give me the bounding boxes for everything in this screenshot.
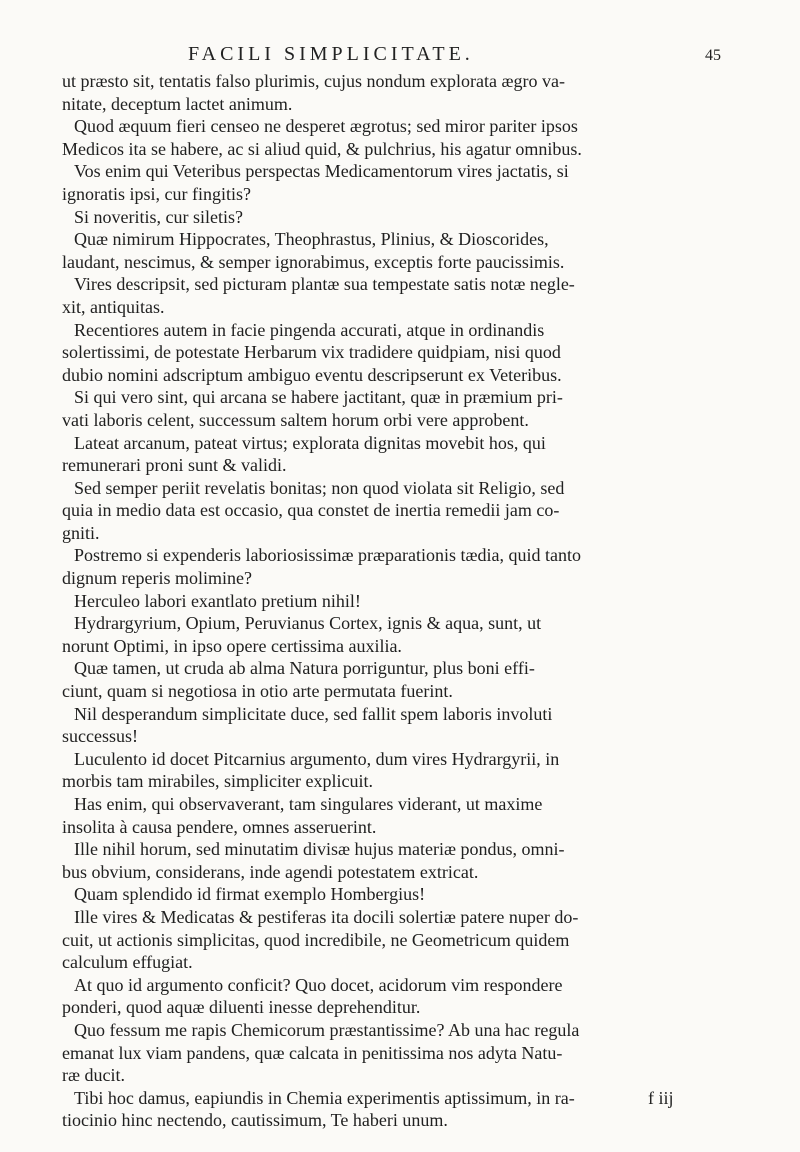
text-line: Nil desperandum simplicitate duce, sed fallit spem laboris involuti	[74, 703, 553, 724]
printer-signature-mark: f iij	[648, 1088, 674, 1108]
body-text	[62, 70, 722, 1132]
text-line: solertissimi, de potestate Herbarum vix tradidere quidpiam, nisi quod	[62, 342, 561, 363]
text-line: successus!	[62, 726, 138, 747]
text-line: norunt Optimi, in ipso opere certissima auxilia.	[62, 635, 402, 656]
text-line: xit, antiquitas.	[62, 296, 165, 317]
text-line: Quam splendido id firmat exemplo Hombergius!	[74, 884, 426, 905]
text-line: insolita à causa pendere, omnes asseruerint.	[62, 816, 377, 837]
text-line: Vos enim qui Veteribus perspectas Medicamentorum vires jactatis, si	[74, 161, 569, 182]
text-line: Tibi hoc damus, eapiundis in Chemia experimentis aptissimum, in ra-	[74, 1087, 575, 1108]
text-line: Sed semper periit revelatis bonitas; non quod violata sit Religio, sed	[74, 477, 565, 498]
text-line: Postremo si expenderis laboriosissimæ præparationis tædia, quid tanto	[74, 545, 581, 566]
text-line: laudant, nescimus, & semper ignorabimus, exceptis forte paucissimis.	[62, 251, 565, 272]
text-line: At quo id argumento conficit? Quo docet, acidorum vim respondere	[74, 974, 563, 995]
text-line: Lateat arcanum, pateat virtus; explorata dignitas movebit hos, qui	[74, 432, 546, 453]
text-line: quia in medio data est occasio, qua constet de inertia remedii jam co-	[62, 500, 560, 521]
text-line: Quæ tamen, ut cruda ab alma Natura porriguntur, plus boni effi-	[74, 658, 535, 679]
text-line: morbis tam mirabiles, simpliciter explicuit.	[62, 771, 373, 792]
text-line: Vires descripsit, sed picturam plantæ sua tempestate satis notæ negle-	[74, 274, 575, 295]
text-line: ræ ducit.	[62, 1065, 125, 1086]
text-line: ponderi, quod aquæ diluenti inesse deprehenditur.	[62, 997, 421, 1018]
text-line: ciunt, quam si negotiosa in otio arte permutata fuerint.	[62, 681, 453, 702]
text-line: remunerari proni sunt & validi.	[62, 455, 287, 476]
text-line: tiocinio hinc nectendo, cautissimum, Te haberi unum.	[62, 1110, 448, 1131]
text-line: Quæ nimirum Hippocrates, Theophrastus, Plinius, & Dioscorides,	[74, 229, 549, 250]
text-line: Quod æquum fieri censeo ne desperet ægrotus; sed miror pariter ipsos	[74, 116, 578, 137]
text-line: Ille nihil horum, sed minutatim divisæ hujus materiæ pondus, omni-	[74, 839, 565, 860]
text-line: Has enim, qui observaverant, tam singulares viderant, ut maxime	[74, 794, 543, 814]
text-line: Medicos ita se habere, ac si aliud quid, & pulchrius, his agatur omnibus.	[62, 138, 582, 159]
text-line: nitate, deceptum lactet animum.	[62, 93, 293, 114]
text-line: dubio nomini adscriptum ambiguo eventu descripserunt ex Veteribus.	[62, 364, 562, 385]
text-line: bus obvium, considerans, inde agendi potestatem extricat.	[62, 861, 479, 882]
text-line: Ille vires & Medicatas & pestiferas ita docili solertiæ patere nuper do-	[74, 906, 579, 927]
text-line: Recentiores autem in facie pingenda accurati, atque in ordinandis	[74, 319, 545, 340]
text-line: vati laboris celent, successum saltem horum orbi vere approbent.	[62, 409, 529, 430]
text-line: Quo fessum me rapis Chemicorum præstantissime? Ab una hac regula	[74, 1019, 580, 1040]
text-line: ut præsto sit, tentatis falso plurimis, cujus nondum explorata ægro va-	[62, 71, 565, 91]
text-line: Si qui vero sint, qui arcana se habere jactitant, quæ in præmium pri-	[74, 387, 563, 408]
page-number: 45	[705, 47, 721, 64]
text-line: dignum reperis molimine?	[62, 568, 252, 589]
text-line: ignoratis ipsi, cur fingitis?	[62, 183, 251, 204]
text-line: Luculento id docet Pitcarnius argumento, dum vires Hydrargyrii, in	[74, 748, 560, 769]
text-line: Si noveritis, cur siletis?	[74, 206, 243, 227]
text-line: calculum effugiat.	[62, 952, 193, 973]
running-head	[0, 42, 800, 66]
text-line: gniti.	[62, 522, 100, 543]
text-line: emanat lux viam pandens, quæ calcata in penitissima nos adyta Natu-	[62, 1042, 563, 1063]
text-line: Hydrargyrium, Opium, Peruvianus Cortex, ignis & aqua, sunt, ut	[74, 613, 542, 634]
page-heading: FACILI SIMPLICITATE.	[188, 43, 474, 65]
text-line: cuit, ut actionis simplicitas, quod incredibile, ne Geometricum quidem	[62, 929, 570, 950]
text-line: Herculeo labori exantlato pretium nihil!	[74, 590, 361, 611]
